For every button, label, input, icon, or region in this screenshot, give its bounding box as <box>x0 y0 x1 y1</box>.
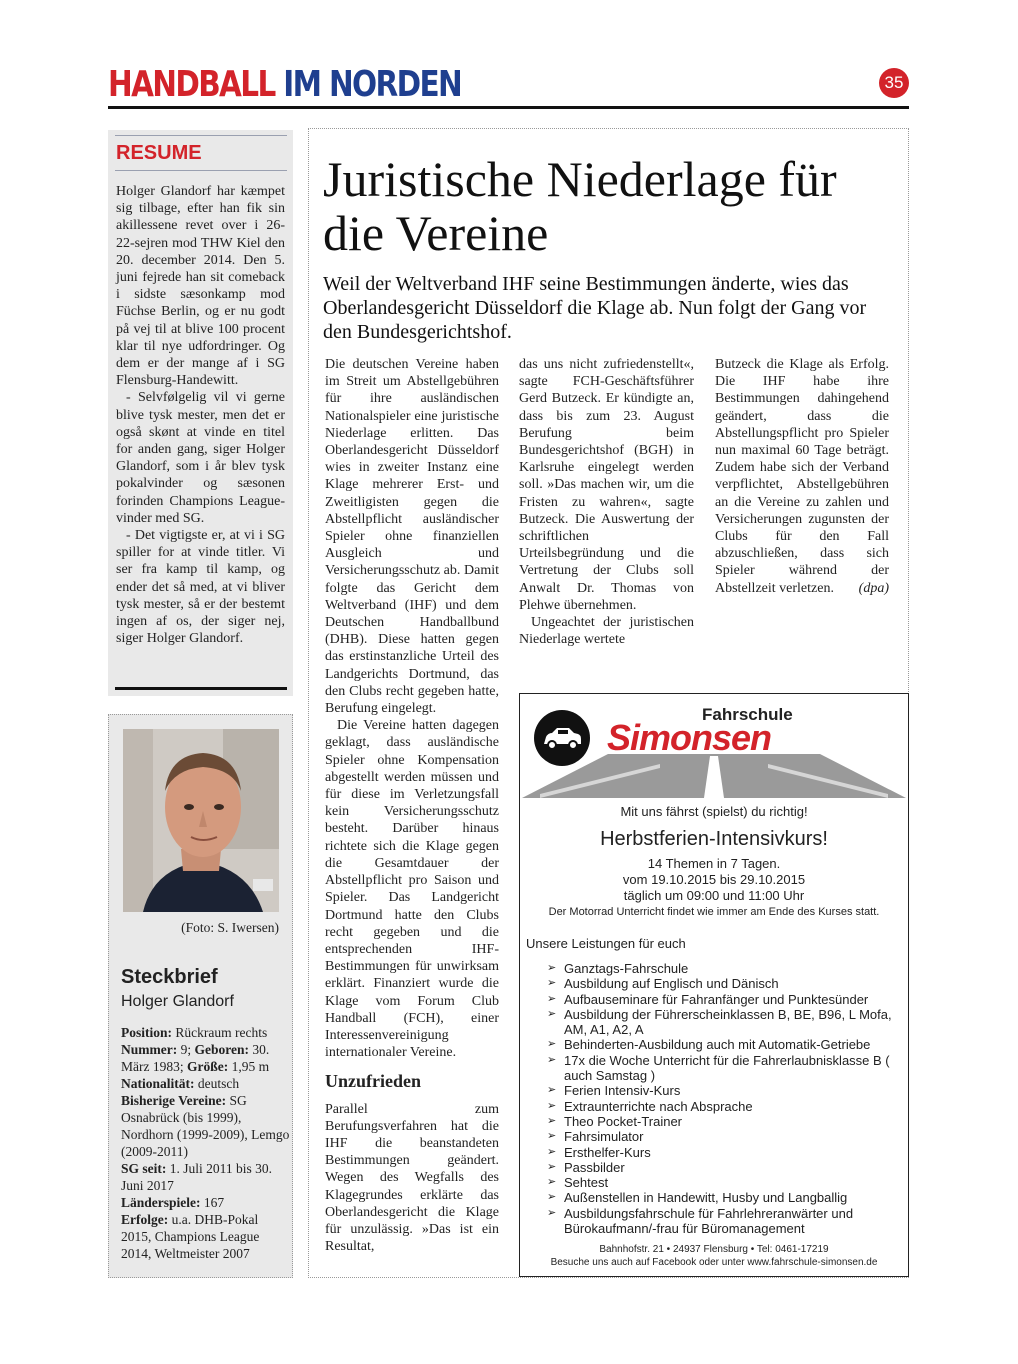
ad-course-title: Herbstferien-Intensivkurs! <box>600 828 828 850</box>
section-title-part2: IM NORDEN <box>283 64 462 105</box>
resume-divider <box>115 170 287 171</box>
ad-service-item: ➢ Aufbauseminare für Fahranfänger und Punktesünder <box>547 992 902 1007</box>
ad-service-item: ➢ Sehtest <box>547 1175 902 1190</box>
ad-fahrschule-label: Fahrschule <box>702 705 793 724</box>
ad-website: Besuche uns auch auf Facebook oder unter www.fahrschule-simonsen.de <box>550 1257 878 1268</box>
article-column-3 <box>715 356 889 597</box>
car-logo-circle <box>534 710 590 766</box>
ad-service-item: ➢ 17x die Woche Unterricht für die Fahrerlaubnisklasse B ( auch Samstag ) <box>547 1053 902 1084</box>
steckbrief-title: Steckbrief <box>121 966 218 988</box>
fact-sg-since: SG seit: 1. Juli 2011 bis 30. Juni 2017 <box>121 1161 273 1193</box>
article-column-1 <box>325 356 499 1255</box>
ad-address: Bahnhofstr. 21 • 24937 Flensburg • Tel: 0461-17219 <box>599 1244 829 1255</box>
ad-info-line: vom 19.10.2015 bis 29.10.2015 <box>622 872 806 887</box>
ad-contact <box>521 1243 907 1269</box>
article-paragraph: Die Vereine hatten dagegen geklagt, dass ausländische Spieler ohne Kompensation abgestellt werden müssen und für diese im Verletzungsfall kein Versicherungsschutz besteht. Darüber hinaus richtete sich die Klage gegen die Gesamtdauer der Abstellpflicht pro Saison und Spieler. Das Landgericht Dortmund hatte den Clubs recht gegeben und die entsprechenden IHF-Bestimmungen für unwirksam erklärt. Finanziert wurde die Klage vom Forum Club Handball (FCH), einer Interessenvereinigung internationaler Vereine. <box>325 718 499 1061</box>
ad-service-item: ➢ Passbilder <box>547 1160 902 1175</box>
fact-number-birth-height: Nummer: 9; Geboren: 30. März 1983; Größe: 1,95 m <box>121 1042 270 1074</box>
player-photo <box>123 729 279 912</box>
resume-text <box>116 183 285 647</box>
ad-services-list <box>547 961 902 1236</box>
article-paragraph: Parallel zum Berufungsverfahren hat die IHF die beanstandeten Bestimmungen geändert. Wegen des Wegfalls des Klagegrundes erklärte das Oberlandesgericht die Klage für unzulässig. »Das ist ein Resultat, <box>325 1101 499 1255</box>
article-paragraph: das uns nicht zufriedenstellt«, sagte FCH-Geschäftsführer Gerd Butzeck. Er kündigte an, dass bis zum 23. August Berufung beim Bundesgerichtshof (BGH) in Karlsruhe eingelegt werden soll. »Das machen wir, um die Fristen zu wahren«, sagte Butzeck. Die Auswertung der schriftlichen Urteilsbegründung und die Vertretung der Clubs soll Anwalt Dr. Thomas von Plehwe übernehmen. <box>519 357 694 613</box>
article-headline: Juristische Niederlage für die Vereine <box>323 151 837 261</box>
ad-service-item: ➢ Behinderten-Ausbildung auch mit Automatik-Getriebe <box>547 1037 902 1052</box>
article-paragraph: Ungeachtet der juristischen Niederlage wertete <box>519 615 694 648</box>
resume-bottom-rule <box>115 687 287 690</box>
ad-service-item: ➢ Ausbildungsfahrschule für Fahrlehreranwärter und Bürokaufmann/-frau für Büromanagement <box>547 1206 902 1237</box>
ad-note: Der Motorrad Unterricht findet wie immer am Ende des Kurses statt. <box>548 906 880 918</box>
fact-achievements: Erfolge: u.a. DHB-Pokal 2015, Champions League 2014, Weltmeister 2007 <box>121 1212 260 1261</box>
ad-service-item: ➢ Ausbildung auf Englisch und Dänisch <box>547 976 902 991</box>
resume-top-rule <box>115 135 287 136</box>
photo-caption: (Foto: S. Iwersen) <box>181 920 279 935</box>
ad-service-item: ➢ Ganztags-Fahrschule <box>547 961 902 976</box>
ad-service-item: ➢ Theo Pocket-Trainer <box>547 1114 902 1129</box>
article-paragraph: Die deutschen Vereine haben im Streit um Abstellgebühren für ihre ausländischen Nationalspieler eine juristische Niederlage erlitten. Das Oberlandesgericht Düsseldorf wies in zweiter Instanz eine Klage mehrerer Erst- und Zweitligisten gegen die Abstellpflicht ausländischer Spieler ohne finanziellen Ausgleich und Versicherungsschutz ab. Damit folgte das Gericht dem Weltverband (IHF) und dem Deutschen Handballbund (DHB). Diese hatten gegen das erstinstanzliche Urteil des Landgerichts Dortmund, das den Clubs recht gegeben hatte, Berufung eingelegt. <box>325 357 499 717</box>
resume-paragraph: - Selvfølgelig vil vi gerne blive tysk mester, men det er også skønt at vinde en titel for anden gang, siger Holger Glandorf, som i år blev tysk pokalvinder og sæsonen forinden Champions League-vinder med SG. <box>116 390 285 526</box>
steckbrief-name: Holger Glandorf <box>121 993 234 1010</box>
car-icon <box>534 710 590 766</box>
ad-info-line: 14 Themen in 7 Tagen. <box>647 856 781 871</box>
fact-caps: Länderspiele: 167 <box>121 1195 225 1210</box>
article-column-2 <box>519 356 694 648</box>
article-subheadline: Weil der Weltverband IHF seine Bestimmungen änderte, wies das Oberlandesgericht Düsseldorf die Klage ab. Nun folgt der Gang vor den Bundesgerichtshof. <box>323 273 867 343</box>
ad-list-heading: Unsere Leistungen für euch <box>526 936 686 951</box>
section-title <box>108 64 461 105</box>
ad-brand-name: Simonsen <box>607 717 772 758</box>
resume-paragraph: - Det vigtigste er, at vi i SG spiller for at vinde titler. Vi ser fra kamp til kamp, og ender det så med, at vi bliver tysk mester, så er der bestemt ingen af os, der siger nej, siger Holger Glandorf. <box>116 528 285 647</box>
article-subhead: Unzufrieden <box>325 1071 421 1092</box>
ad-service-item: ➢ Extraunterrichte nach Absprache <box>547 1099 902 1114</box>
fact-previous-clubs: Bisherige Vereine: SG Osnabrück (bis 1999), Nordhorn (1999-2009), Lemgo (2009-2011) <box>121 1093 290 1159</box>
fact-position: Position: Rückraum rechts <box>121 1025 268 1040</box>
resume-title: RESUME <box>116 142 202 164</box>
ad-service-item: ➢ Ferien Intensiv-Kurs <box>547 1083 902 1098</box>
player-portrait-image <box>123 729 279 912</box>
ad-info-line: täglich um 09:00 und 11:00 Uhr <box>623 888 805 903</box>
article-source: (dpa) <box>858 580 889 596</box>
ad-motto: Mit uns fährst (spielst) du richtig! <box>620 804 808 819</box>
ad-course-info <box>521 856 907 904</box>
article-paragraph: Butzeck die Klage als Erfolg. Die IHF habe ihre Bestimmungen dahingehend geändert, dass die Abstellungspflicht pro Spieler nun maximal 60 Tage beträgt. Zudem habe sich der Verband verpflichtet, Abstellgebühren an die Vereine zu zahlen und Versicherungen zugunsten der Clubs für den Fall abzuschließen, dass sich Spieler während der Abstellzeit verletzen. (dpa) <box>715 357 889 596</box>
ad-service-item: ➢ Ausbildung der Führerscheinklassen B, BE, B96, L Mofa, AM, A1, A2, A <box>547 1007 902 1038</box>
ad-service-item: ➢ Ersthelfer-Kurs <box>547 1145 902 1160</box>
resume-paragraph: Holger Glandorf har kæmpet sig tilbage, efter han fik sin akillessene revet over i 26-22-sejren mod THW Kiel den 20. december 2014. Den 5. juni fejrede han sit comeback i sidste sæsonkamp mod Füchse Berlin, og er nu godt på vej til at blive 100 procent klar til nye udfordringer. Og dem er der mange af i SG Flensburg-Handewitt. <box>116 184 285 389</box>
ad-service-item: ➢ Außenstellen in Handewitt, Husby und Langballig <box>547 1190 902 1205</box>
ad-service-item: ➢ Fahrsimulator <box>547 1129 902 1144</box>
header-rule <box>108 106 909 109</box>
page-number: 35 <box>879 68 909 98</box>
fact-nationality: Nationalität: deutsch <box>121 1076 240 1091</box>
section-title-part1: HANDBALL <box>108 64 275 105</box>
steckbrief-facts <box>121 1024 291 1262</box>
